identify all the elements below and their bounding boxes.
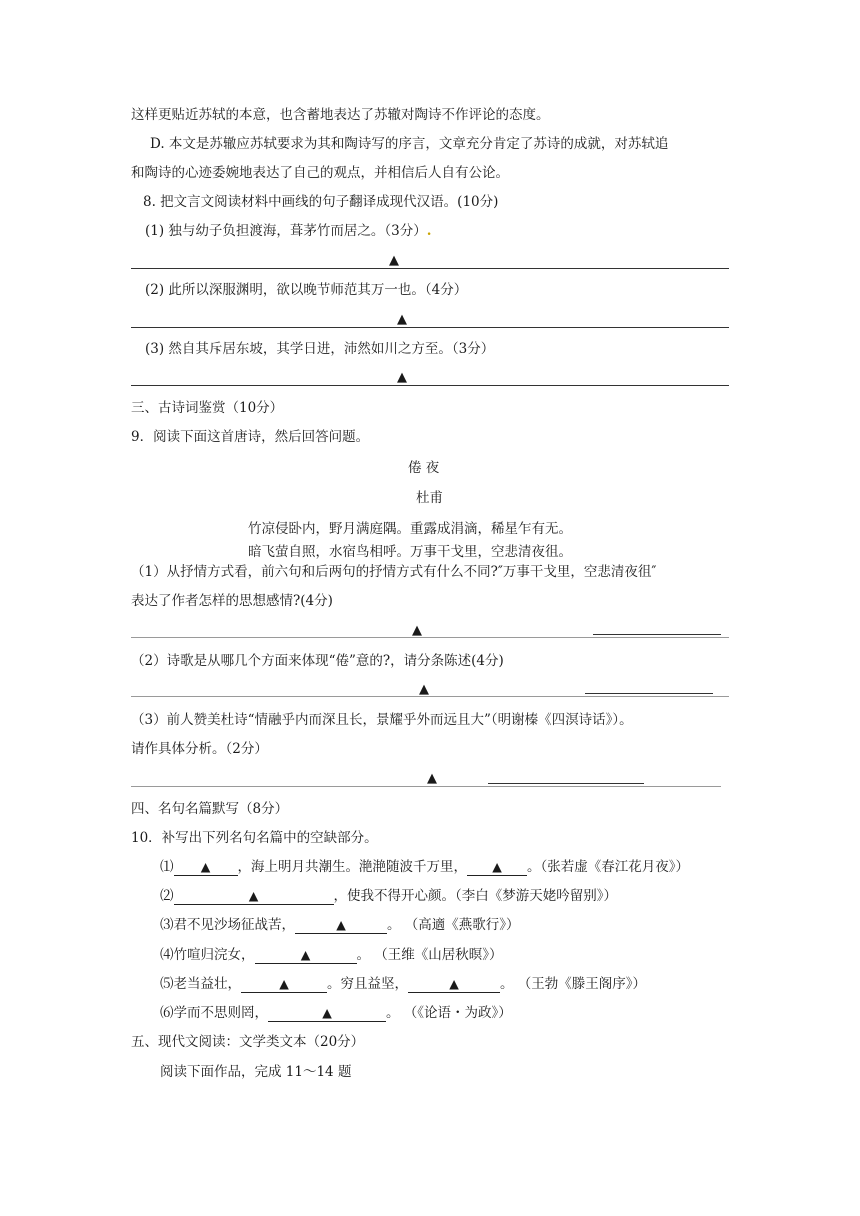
option-d-line2: 和陶诗的心迹委婉地表达了自己的观点，并相信后人自有公论。 (131, 165, 509, 181)
item-text: ⑹学而不思则罔， (160, 1005, 268, 1021)
fill-item-2 (160, 887, 617, 905)
item-source: 。 （《论语・为政》） (386, 1005, 512, 1021)
fill-blank[interactable] (174, 888, 334, 905)
fill-blank[interactable] (295, 917, 387, 934)
answer-marker: ▲ (419, 682, 429, 697)
fill-blank[interactable] (268, 1005, 386, 1022)
q9-sub3-line1: （3）前人赞美杜诗“情融乎内而深且长，景耀乎外而远且大”（明谢榛《四溟诗话》）。 (131, 712, 633, 728)
answer-line (131, 696, 729, 697)
q9-sub1-line2: 表达了作者怎样的思想感情?(4分) (131, 593, 333, 609)
answer-marker: ▲ (200, 859, 211, 874)
answer-line (131, 637, 729, 638)
answer-marker: ▲ (322, 1005, 332, 1020)
fill-item-6 (160, 1004, 512, 1022)
section-4-heading: 四、名句名篇默写（8分） (131, 801, 289, 817)
option-d-line1: D. 本文是苏辙应苏轼要求为其和陶诗写的序言，文章充分肯定了苏诗的成就，对苏轼追 (150, 136, 669, 152)
answer-marker: ▲ (397, 312, 407, 327)
item-text: ，海上明月共潮生。滟滟随波千万里， (237, 859, 467, 875)
answer-line (131, 268, 729, 269)
answer-line (131, 786, 721, 787)
answer-line (131, 327, 729, 328)
answer-line-short (593, 634, 721, 635)
q10-stem: 10．补写出下列名句名篇中的空缺部分。 (131, 830, 378, 846)
answer-line (131, 385, 729, 386)
item-text: 。穷且益坚， (327, 976, 408, 992)
poem-title: 倦 夜 (408, 460, 440, 476)
item-source: 。 （王维《山居秋暝》） (356, 947, 503, 963)
fill-blank[interactable] (467, 859, 527, 876)
item-number: ⑴ (160, 859, 174, 875)
fill-item-1 (160, 858, 689, 876)
q9-sub1-line1: （1）从抒情方式看，前六句和后两句的抒情方式有什么不同?″万事干戈里，空悲清夜徂″ (131, 564, 657, 580)
item-source: 。 （高適《燕歌行》） (387, 917, 520, 933)
q8-item-2: (2) 此所以深服渊明，欲以晚节师范其万一也。（4分） (145, 282, 468, 298)
item-text: ⑸老当益壮， (160, 976, 241, 992)
poem-author: 杜甫 (416, 490, 443, 506)
fill-blank[interactable] (408, 976, 500, 993)
q9-sub3-line2: 请作具体分析。（2分） (131, 741, 268, 757)
item-source: 。（张若虚《春江花月夜》） (527, 859, 689, 875)
poem-line-2: 暗飞萤自照，水宿鸟相呼。万事干戈里，空悲清夜徂。 (248, 544, 572, 560)
section-5-heading: 五、现代文阅读：文学类文本（20分） (131, 1034, 365, 1050)
q9-sub2: （2）诗歌是从哪几个方面来体现“倦”意的?，请分条陈述(4分) (131, 653, 504, 669)
q8-stem: 8. 把文言文阅读材料中画线的句子翻译成现代汉语。(10分) (143, 194, 499, 210)
fill-blank[interactable] (241, 976, 327, 993)
highlight-mark: . (426, 223, 432, 239)
q7-line: 这样更贴近苏轼的本意，也含蓄地表达了苏辙对陶诗不作评论的态度。 (131, 107, 550, 123)
answer-line-short (585, 693, 713, 694)
q8-item-3: (3) 然自其斥居东坡，其学日进，沛然如川之方至。（3分） (145, 341, 495, 357)
section-5-intro: 阅读下面作品，完成 11～14 题 (160, 1064, 352, 1080)
fill-blank[interactable] (255, 947, 357, 964)
fill-item-3 (160, 916, 520, 934)
section-3-heading: 三、古诗词鉴赏（10分） (131, 400, 284, 416)
answer-marker: ▲ (449, 976, 459, 991)
answer-marker: ▲ (248, 888, 259, 903)
q9-stem: 9．阅读下面这首唐诗，然后回答问题。 (131, 429, 370, 445)
item-source: 。 （王勃《滕王阁序》） (500, 976, 647, 992)
answer-marker: ▲ (300, 947, 311, 962)
item-text: ，使我不得开心颜。（李白《梦游天姥吟留别》） (333, 888, 617, 904)
answer-marker: ▲ (427, 771, 437, 786)
fill-item-5 (160, 975, 646, 993)
answer-marker: ▲ (492, 859, 502, 874)
item-text: ⑶君不见沙场征战苦， (160, 917, 295, 933)
answer-marker: ▲ (397, 370, 407, 385)
item-text: ⑷竹喧归浣女， (160, 947, 255, 963)
answer-marker: ▲ (412, 623, 422, 638)
answer-marker: ▲ (279, 976, 289, 991)
answer-marker: ▲ (336, 917, 346, 932)
q8-item-1 (145, 222, 431, 240)
answer-line-short (488, 783, 644, 784)
answer-marker: ▲ (389, 253, 399, 268)
fill-item-4 (160, 946, 503, 964)
poem-line-1: 竹凉侵卧内，野月满庭隅。重露成涓滴，稀星乍有无。 (248, 521, 572, 537)
fill-blank[interactable] (174, 859, 238, 876)
item-number: ⑵ (160, 888, 174, 904)
q8-item-1-text: (1) 独与幼子负担渡海，葺茅竹而居之。（3分） (145, 223, 427, 239)
